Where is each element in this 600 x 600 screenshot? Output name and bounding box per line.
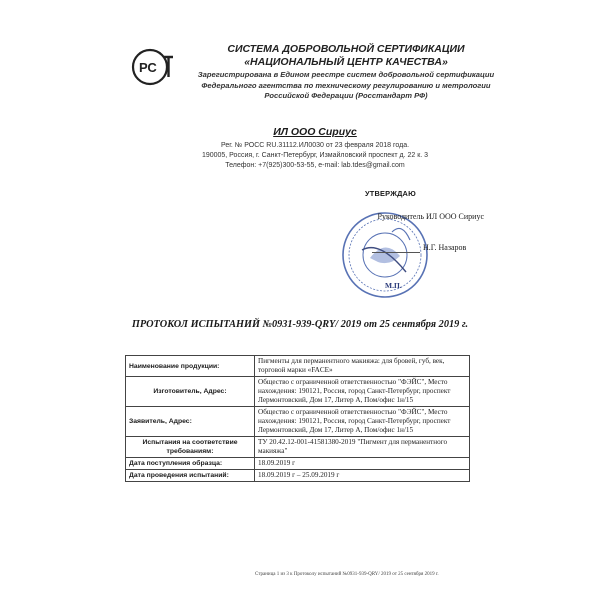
certification-center-name: «НАЦИОНАЛЬНЫЙ ЦЕНТР КАЧЕСТВА» [244, 56, 448, 68]
table-row [126, 356, 470, 377]
laboratory-details [185, 141, 445, 171]
row-label-manufacturer: Изготовитель, Адрес: [126, 377, 255, 407]
table-row [126, 407, 470, 437]
row-value-manufacturer: Общество с ограниченной ответственностью "ФЭЙС", Место нахождения: 190121, Россия, город Санкт-Петербург, проспект Лермонтовский, Дом 17, Литер А, Пом/офис 1н/15 [255, 377, 470, 407]
laboratory-block [185, 126, 445, 171]
laboratory-registration: Рег. № РОСС RU.31112.ИЛ0030 от 23 февраля 2018 года. [220, 142, 410, 149]
approver-role: Руководитель ИЛ ООО Сириус [377, 212, 484, 221]
row-label-applicant: Заявитель, Адрес: [126, 407, 255, 437]
rst-certification-logo [130, 47, 174, 87]
approver-name: Н.Г. Назаров [423, 243, 467, 252]
row-label-requirements: Испытания на соответствие требованиям: [126, 437, 255, 458]
table-row [126, 470, 470, 482]
svg-text:РС: РС [139, 60, 157, 75]
registration-note: Зарегистрирована в Едином реестре систем добровольной сертификации Федерального агентства по техническому регулированию и метрологии Российской Федерации (Росстандарт РФ) [197, 70, 495, 100]
row-value-test-dates: 18.09.2019 г – 25.09.2019 г [255, 470, 470, 482]
row-label-product: Наименование продукции: [126, 356, 255, 377]
row-value-sample-date: 18.09.2019 г [255, 458, 470, 470]
laboratory-address: 190005, Россия, г. Санкт-Петербург, Измайловский проспект д. 22 к. 3 [201, 152, 429, 159]
row-label-test-dates: Дата проведения испытаний: [126, 470, 255, 482]
product-info-table [125, 355, 470, 482]
laboratory-contacts: Телефон: +7(925)300-53-55, e-mail: lab.tdes@gmail.com [225, 162, 405, 169]
row-value-applicant: Общество с ограниченной ответственностью "ФЭЙС", Место нахождения: 190121, Россия, город Санкт-Петербург, проспект Лермонтовский, Дом 17, Литер А, Пом/офис 1н/15 [255, 407, 470, 437]
row-value-product: Пигменты для перманентного макияжа: для бровей, губ, век, торговой марки «FACE» [255, 356, 470, 377]
certification-system-header [186, 43, 506, 102]
row-value-requirements: ТУ 20.42.12-001-41581380-2019 "Пигмент для перманентного макияжа" [255, 437, 470, 458]
page-footer: Страница 1 из 3 к Протоколу испытаний №0931-939-QRY/ 2019 от 25 сентября 2019 г. [255, 572, 439, 577]
row-label-sample-date: Дата поступления образца: [126, 458, 255, 470]
certification-system-name: СИСТЕМА ДОБРОВОЛЬНОЙ СЕРТИФИКАЦИИ [227, 43, 465, 55]
approval-heading: УТВЕРЖДАЮ [365, 189, 416, 198]
table-row [126, 437, 470, 458]
table-row [126, 458, 470, 470]
signature-line [372, 252, 420, 253]
protocol-title: ПРОТОКОЛ ИСПЫТАНИЙ №0931-939-QRY/ 2019 от 25 сентября 2019 г. [131, 319, 469, 330]
stamp-place-label: М.П. [385, 281, 402, 290]
table-row [126, 377, 470, 407]
laboratory-name: ИЛ ООО Сириус [273, 126, 357, 138]
